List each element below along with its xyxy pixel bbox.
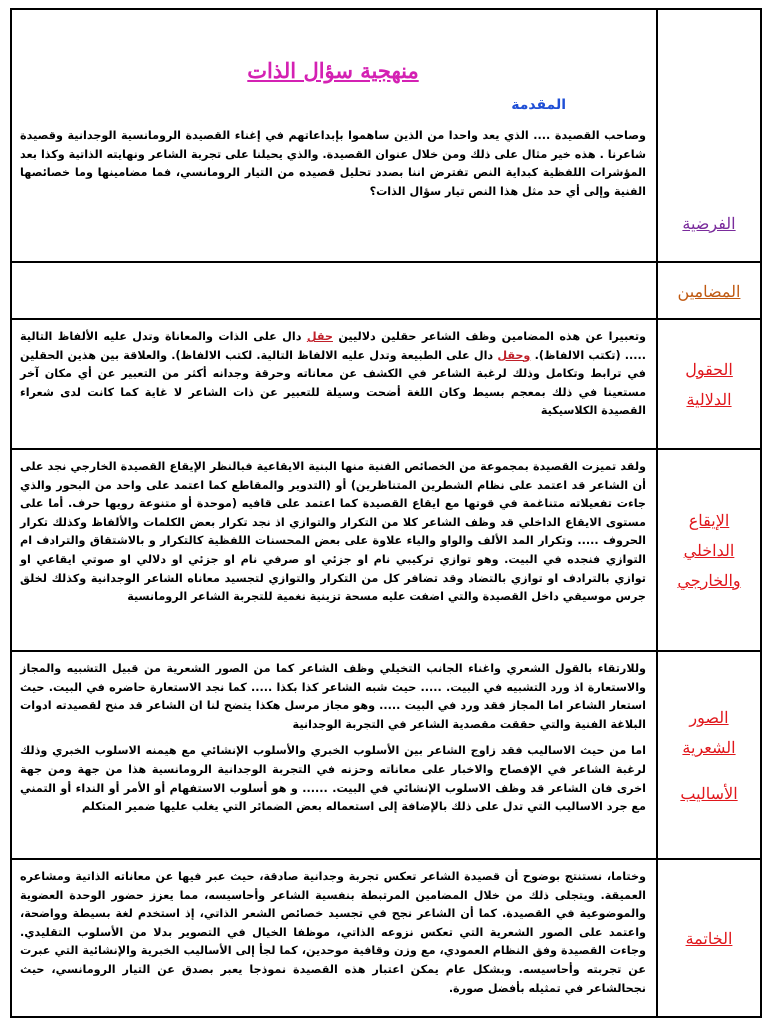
label-line: الصور	[689, 708, 729, 727]
row-content	[12, 862, 656, 1016]
paragraph: وللارتقاء بالقول الشعري واغناء الجانب التخيلي وظف الشاعر كما من الصور الشعرية من قبيل التشبيه والمجاز والاستعارة اذ ورد التشبيه في البيت. ..... حيث شبه الشاعر كذا بكذا ..... كما نجد الاستعارة حاضره في البيت. حيث استعار الشاعر اما المجاز فقد ورد في البيت ..... وهو مجاز مرسل هكذا يتضح لنا ان الشاعر قد منح لقصيدته ادوات البلاغة الفنية والتي حققت مقصدية الشاعر في التجربة الوجدانية	[20, 662, 646, 731]
row-images-styles	[12, 654, 760, 860]
label-line: الداخلي	[683, 541, 735, 560]
row-label-hypothesis	[658, 10, 760, 261]
paragraph: اما من حيث الاساليب فقد زاوج الشاعر بين الأسلوب الخبري والأسلوب الإنشائي مع هيمنه الاسلوب الخبري وذلك لرغبة الشاعر في الإفصاح والاخبار على معاناته وحزنه في التجربة الوجدانية الرومانسية هذا من جهة ومن جهة اخرى فان الشاعر قد وظف الاسلوب الإنشائي في البيت. ...... و هو أسلوب الاستفهام أو الأمر أو النداء أو التمني مع جرد الاساليب التي تدل على ذلك بالإضافة إلى استعماله بعض الضمائر التي يغلب عليها ضمير المتكلم	[20, 744, 646, 814]
row-label-rhythm	[658, 452, 760, 650]
highlight-term: حقل	[306, 330, 333, 343]
row-conclusion	[12, 862, 760, 1016]
highlight-term: وحقل	[497, 348, 531, 362]
row-content	[12, 322, 656, 448]
page-title: منهجية سؤال الذات	[247, 58, 419, 83]
label-line: الفرضية	[682, 214, 736, 233]
label-line: الشعرية	[682, 738, 736, 757]
paragraph	[20, 328, 646, 421]
text-run: دال على الطبيعة وتدل عليه الالفاظ التالية. لكتب الالفاظ). والعلاقة بين هذين الحقلين في ترابط وتكامل وذلك لرغبة الشاعر في الكشف عن معاناته وحرقة وجدانه أكثر من التعبير عن أي مكان آخر مستعينا في ذلك بمعجم بسيط وكان اللغة أضحت وسيلة للتعبير عن ذات الشاعر لا غاية كما كانت لدى شعراء القصيدة الكلاسيكية	[20, 348, 646, 418]
paragraph: ولقد تميزت القصيدة بمجموعة من الخصائص الفنية منها البنية الايقاعية فبالنظر الإيقاع القصيدة الخارجي نجد على أن الشاعر قد اعتمد على نظام الشطرين المتناظرين) أو (التدوير والمقاطع كما اعتمد على واحد من البحور والذي جاءت تفعيلاته متناغمة في قوتها مع ايقاع القصيدة كما اعتمد على قافيه (موحدة أو متنوعة رويها حرف. أما على مستوى الايقاع الداخلي قد وظف الشاعر كلا من التكرار والتوازي اذ نجد تكرار بعض الكلمات والألفاظ وكذلك تكرار الحروف ..... وتكرار المد الألف والواو والياء علاوة على بعض المحسنات اللفظية كالتكرار و بالاشتقاق والترادف ام التوازي فنجده في البيت. وهو توازي تركيبي نام او جزئي او صرفي نام او جزئي او دلالي او صوتي ايقاعي او توازي بالترادف او توازي بالتضاد وقد تضافر كل من التكرار والتوازي لتجسيد معاناه الشاعر الوجدانية وكذلك لخلق جرس موسيقي داخل القصيدة والتي اضفت عليه مسحة تزينية نغمية للتجربة الشاعر الرومانسية	[20, 460, 646, 604]
row-label-semantic-fields	[658, 322, 760, 448]
label-line: الحقول	[685, 360, 733, 379]
label-line: الأساليب	[680, 784, 738, 803]
document-table	[10, 8, 762, 1018]
label-spacer	[680, 763, 737, 779]
row-label-conclusion	[658, 862, 760, 1016]
label-line: الخاتمة	[685, 929, 733, 948]
row-content	[12, 265, 656, 318]
row-semantic-fields	[12, 322, 760, 450]
text-run: وتعبيرا عن هذه المضامين وظف الشاعر حقلين دلاليين	[332, 330, 646, 343]
row-hypothesis	[12, 10, 760, 263]
text-run: دال على الذات والمعاناة وتدل عليه الألفاظ التالية ..... (تكتب الالفاظ).	[20, 330, 647, 362]
row-content	[12, 452, 656, 650]
paragraph: وختاما، نستنتج بوضوح أن قصيدة الشاعر تعكس تجربة وجدانية صادقة، حيث عبر فيها عن معاناته الذاتية ومشاعره العميقة. ويتجلى ذلك من خلال المضامين المرتبطة بنفسية الشاعر وأحاسيسه، مما يعزز حضور الوحدة العضوية والموضوعية في القصيدة. كما أن الشاعر نجح في تجسيد خصائص الشعر الذاتي، إذ استخدم لغة بسيطة وواضحة، واعتمد على الصور الشعرية التي تعكس نزوعه الذاتي، موظفا الخيال في التصوير بدلا من الأسلوب التقليدي. وجاءت القصيدة وفق النظام العمودي، مع وزن وقافية موحدين، كما لجأ إلى الأساليب الخبرية والإنشائية التي عبرت عن تجربته وأحاسيسه. وبشكل عام يمكن اعتبار هذه القصيدة نموذجا يعبر بصدق عن التيار الرومانسي، حيث نجحالشاعر في تمثيله بأفضل صورة.	[20, 870, 646, 995]
label-line: والخارجي	[677, 571, 741, 590]
intro-heading: المقدمة	[511, 97, 566, 113]
label-line: الإيقاع	[688, 511, 730, 530]
row-content	[12, 654, 656, 858]
row-contents	[12, 265, 760, 320]
row-label-images-styles	[658, 654, 760, 858]
row-rhythm	[12, 452, 760, 652]
row-content	[12, 10, 656, 261]
row-label-contents	[658, 265, 760, 318]
label-line: المضامين	[677, 281, 741, 301]
paragraph: وصاحب القصيدة .... الذي يعد واحدا من الذين ساهموا بإبداعاتهم في إغناء القصيدة الرومانسية الوجدانية وقصيدة شاعرنا . هذه خير مثال على ذلك ومن خلال عنوان القصيدة. والذي يحيلنا على تجربة الشاعر ونهايته الذاتية وكذا بعد المؤشرات اللفظية كبداية النص تفترض اننا بصدد تحليل قصيده من التيار الرومانسي، فما مضامينها وما خصائصها الفنية وإلى أي حد مثل هذا النص تيار سؤال الذات؟	[20, 129, 646, 198]
label-line: الدلالية	[686, 390, 732, 409]
